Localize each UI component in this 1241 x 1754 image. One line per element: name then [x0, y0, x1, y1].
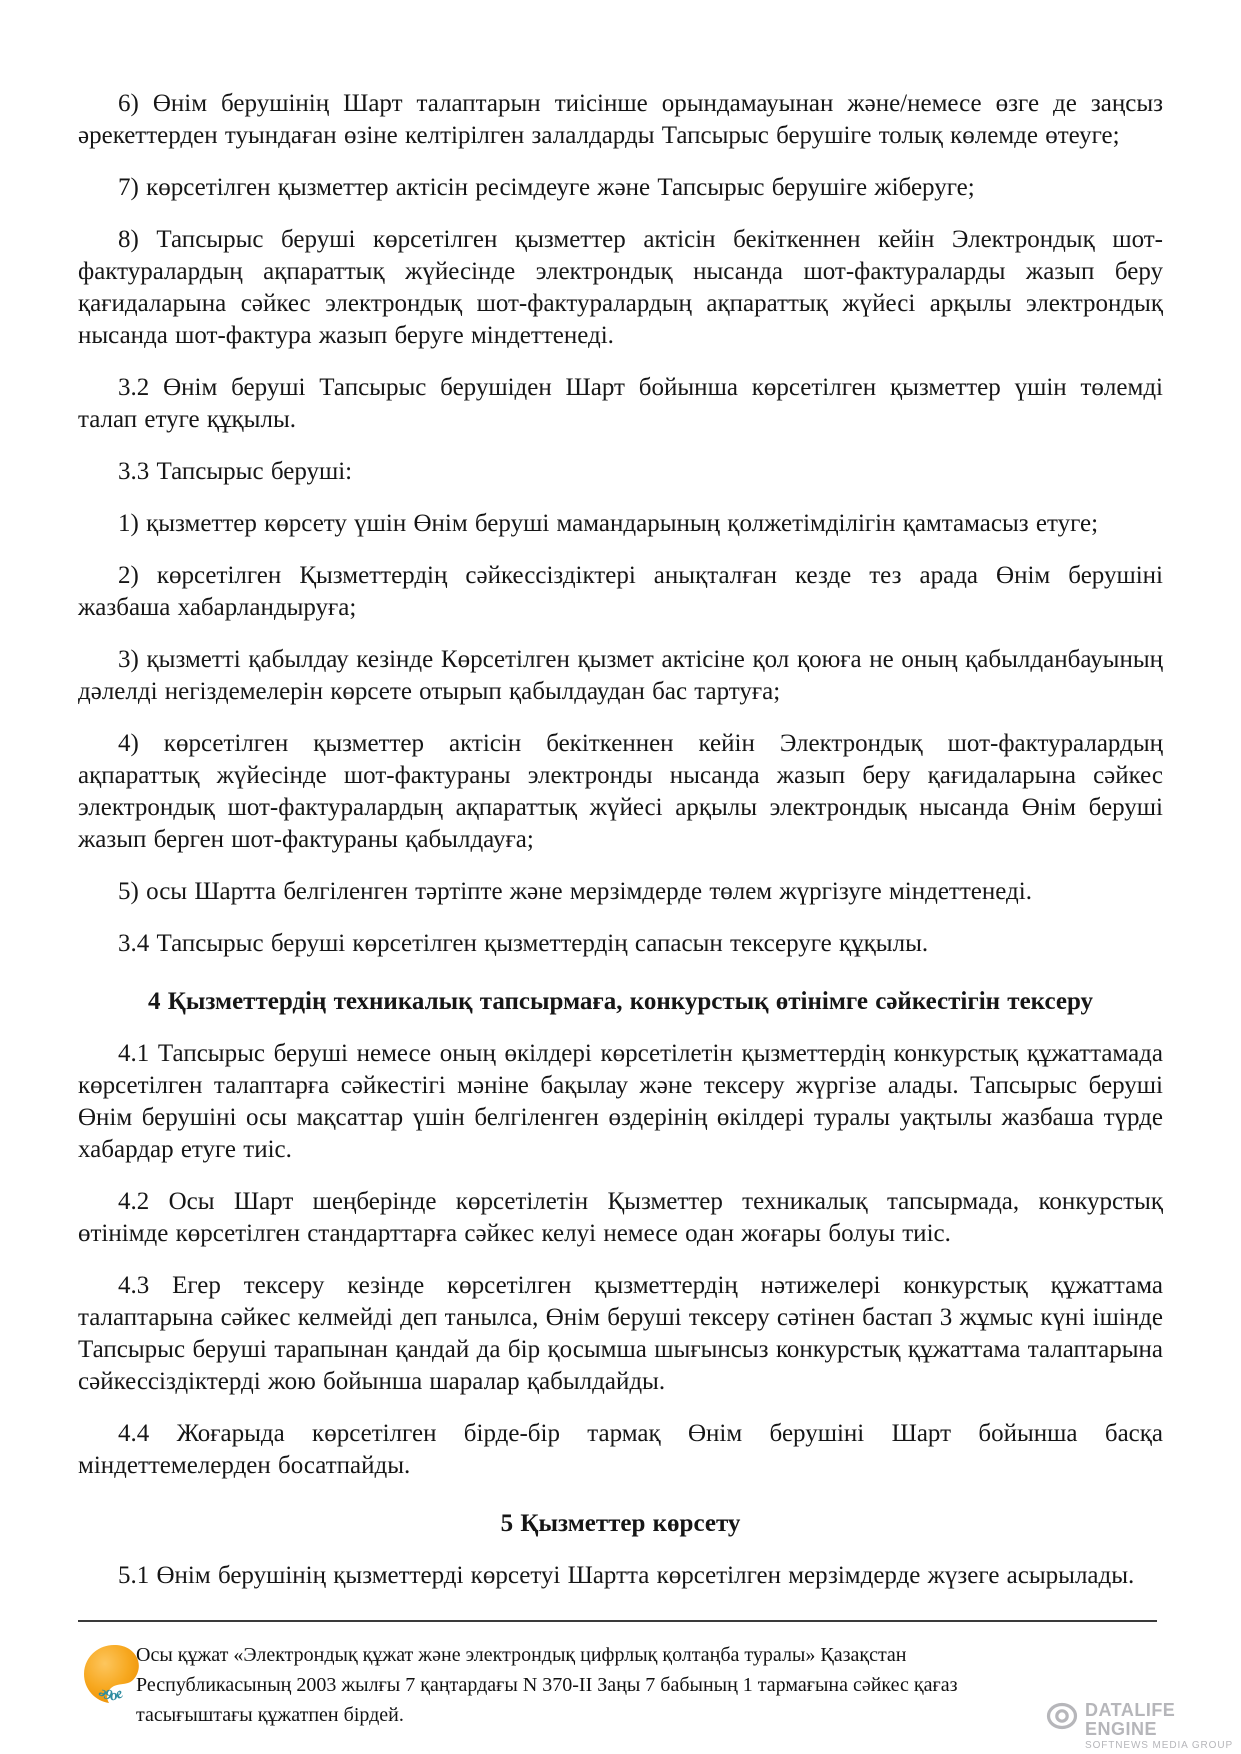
disclaimer-line-3: тасығыштағы құжатпен бірдей. [136, 1704, 404, 1726]
datalife-brand: DATALIFE ENGINE [1085, 1700, 1176, 1739]
datalife-eye-icon [1046, 1701, 1078, 1736]
clause-3-3-item-1: 1) қызметтер көрсету үшін Өнім беруші мамандарының қолжетімділігін қамтамасыз етуге; [118, 510, 1099, 537]
datalife-tagline: SOFTNEWS MEDIA GROUP [1085, 1740, 1234, 1751]
clause-3-2: 3.2 Өнім беруші Тапсырыс берушіден Шарт бойынша көрсетілген қызметтер үшін төлемді талап етуге құқылы. [78, 374, 1163, 433]
clause-6: 6) Өнім берушінің Шарт талаптарын тиісінше орындамауынан және/немесе өзге де заңсыз әрекеттерден туындаған өзіне келтірілген залалдарды Тапсырыс берушіге толық көлемде өтеуге; [78, 90, 1163, 149]
clause-4-4: 4.4 Жоғарыда көрсетілген бірде-бір тармақ Өнім берушіні Шарт бойынша басқа міндеттемелерден босатпайды. [78, 1420, 1163, 1479]
section-4-heading: 4 Қызметтердің техникалық тапсырмаға, конкурстық өтінімге сәйкестігін тексеру [147, 988, 1094, 1015]
clause-3-3-item-5: 5) осы Шартта белгіленген тәртіпте және мерзімдерде төлем жүргізуге міндеттенеді. [118, 878, 1032, 905]
clause-8: 8) Тапсырыс беруші көрсетілген қызметтер актісін бекіткеннен кейін Электрондық шот-фактуралардың ақпараттық жүйесінде электрондық нысанда шот-фактураларды жазып беру қағидаларына сәйкес электрондық шот-фактуралардың ақпараттық жүйесі арқылы электрондық нысанда шот-фактура жазып беруге міндеттенеді. [78, 226, 1163, 349]
svg-text:ә9ое: ә9ое [95, 1684, 126, 1705]
footer-divider [78, 1620, 1157, 1622]
clause-4-3: 4.3 Егер тексеру кезінде көрсетілген қызметтердің нәтижелері конкурстық құжаттама талаптарына сәйкес келмейді деп танылса, Өнім беруші тексеру сәтінен бастап 3 жұмыс күні ішінде Тапсырыс беруші тарапынан қандай да бір қосымша шығынсыз конкурстық құжаттама талаптарына сәйкессіздіктерді жою бойынша шаралар қабылдайды. [78, 1272, 1163, 1395]
clause-4-1: 4.1 Тапсырыс беруші немесе оның өкілдері көрсетілетін қызметтердің конкурстық құжаттамада көрсетілген талаптарға сәйкестігі мәніне бақылау және тексеру жүргізе алады. Тапсырыс беруші Өнім берушіні осы мақсаттар үшін белгіленген өздерінің өкілдері туралы уақтылы жазбаша түрде хабардар етуге тиіс. [78, 1040, 1163, 1163]
clause-3-4: 3.4 Тапсырыс беруші көрсетілген қызметтердің сапасын тексеруге құқылы. [118, 930, 929, 957]
datalife-watermark-text [1085, 1701, 1241, 1752]
esignature-disclaimer [136, 1640, 1131, 1730]
contract-body [78, 88, 1163, 1592]
clause-3-3-item-2: 2) көрсетілген Қызметтердің сәйкессіздіктері анықталған кезде тез арада Өнім берушіні жазбаша хабарландыруға; [78, 562, 1163, 621]
clause-3-3: 3.3 Тапсырыс беруші: [118, 458, 353, 485]
disclaimer-line-1: Осы құжат «Электрондық құжат және электрондық цифрлық қолтаңба туралы» Қазақстан [136, 1644, 907, 1666]
datalife-watermark [1046, 1701, 1241, 1752]
clause-4-2: 4.2 Осы Шарт шеңберінде көрсетілетін Қызметтер техникалық тапсырмада, конкурстық өтінімде көрсетілген стандарттарға сәйкес келуі немесе одан жоғары болуы тиіс. [78, 1188, 1163, 1247]
section-5-heading: 5 Қызметтер көрсету [500, 1510, 741, 1537]
clause-3-3-item-3: 3) қызметті қабылдау кезінде Көрсетілген қызмет актісіне қол қоюға не оның қабылданбауының дәлелді негіздемелерін көрсете отырып қабылдаудан бас тартуға; [78, 646, 1163, 705]
disclaimer-line-2: Республикасының 2003 жылғы 7 қаңтардағы N 370-II Заңы 7 бабының 1 тармағына сәйкес қағаз [136, 1674, 958, 1696]
clause-3-3-item-4: 4) көрсетілген қызметтер актісін бекіткеннен кейін Электрондық шот-фактуралардың ақпараттық жүйесінде шот-фактураны электронды нысанда жазып беру қағидаларына сәйкес электрондық шот-фактуралардың ақпараттық жүйесі арқылы электрондық нысанда Өнім беруші жазып берген шот-фактураны қабылдауға; [78, 730, 1163, 853]
clause-5-1: 5.1 Өнім берушінің қызметтерді көрсетуі Шартта көрсетілген мерзімдерде жүзеге асырылады. [118, 1562, 1135, 1589]
clause-7: 7) көрсетілген қызметтер актісін ресімдеуге және Тапсырыс берушіге жіберуге; [118, 174, 975, 201]
